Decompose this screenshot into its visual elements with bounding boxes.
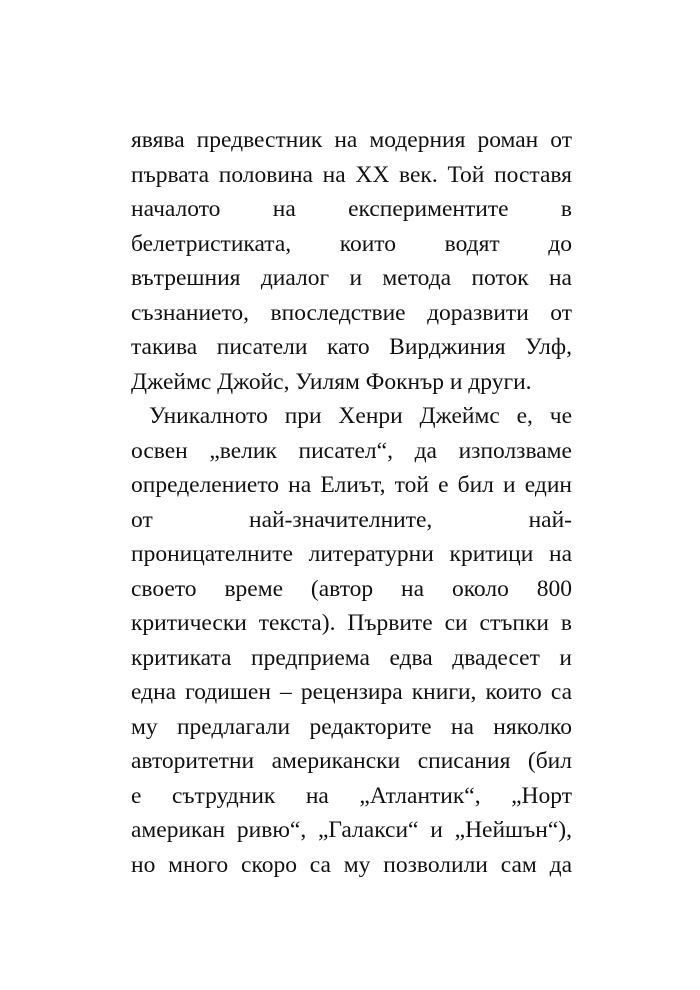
paragraph-end-line: Джеймс Джойс, Уилям Фокнър и други. xyxy=(131,368,532,395)
text-line: съзнанието, впоследствие доразвити от xyxy=(131,299,572,326)
text-line: белетристиката, които водят до xyxy=(131,230,572,257)
text-line: е сътрудник на „Атлантик“, „Норт xyxy=(131,782,572,809)
text-line: но много скоро са му позволили сам да xyxy=(131,851,572,878)
text-line: му предлагали редакторите на няколко xyxy=(131,713,572,740)
text-line: американ ривю“, „Галакси“ и „Нейшън“), xyxy=(131,817,572,843)
text-line: вътрешния диалог и метода поток на xyxy=(131,265,572,291)
text-line: началото на експериментите в xyxy=(131,196,572,222)
text-line: проницателните литературни критици на xyxy=(131,541,572,567)
text-line: явява предвестник на модерния роман от xyxy=(131,127,572,153)
text-line: една годишен – рецензира книги, които са xyxy=(131,679,572,705)
body-text xyxy=(131,123,572,882)
text-line: първата половина на XX век. Той поставя xyxy=(131,161,572,188)
text-line: критиката предприема едва двадесет и xyxy=(131,644,572,671)
text-line: своето време (автор на около 800 xyxy=(131,575,572,602)
text-line: определението на Елиът, той е бил и един xyxy=(131,472,572,498)
text-line: критически текста). Първите си стъпки в xyxy=(131,610,572,636)
paragraph-start-line: Уникалното при Хенри Джеймс е, че xyxy=(149,403,572,429)
text-line: такива писатели като Вирджиния Улф, xyxy=(131,334,572,360)
text-line: от най-значителните, най- xyxy=(131,506,572,533)
text-line: авторитетни американски списания (бил xyxy=(131,748,572,774)
text-line: освен „велик писател“, да използваме xyxy=(131,437,572,464)
